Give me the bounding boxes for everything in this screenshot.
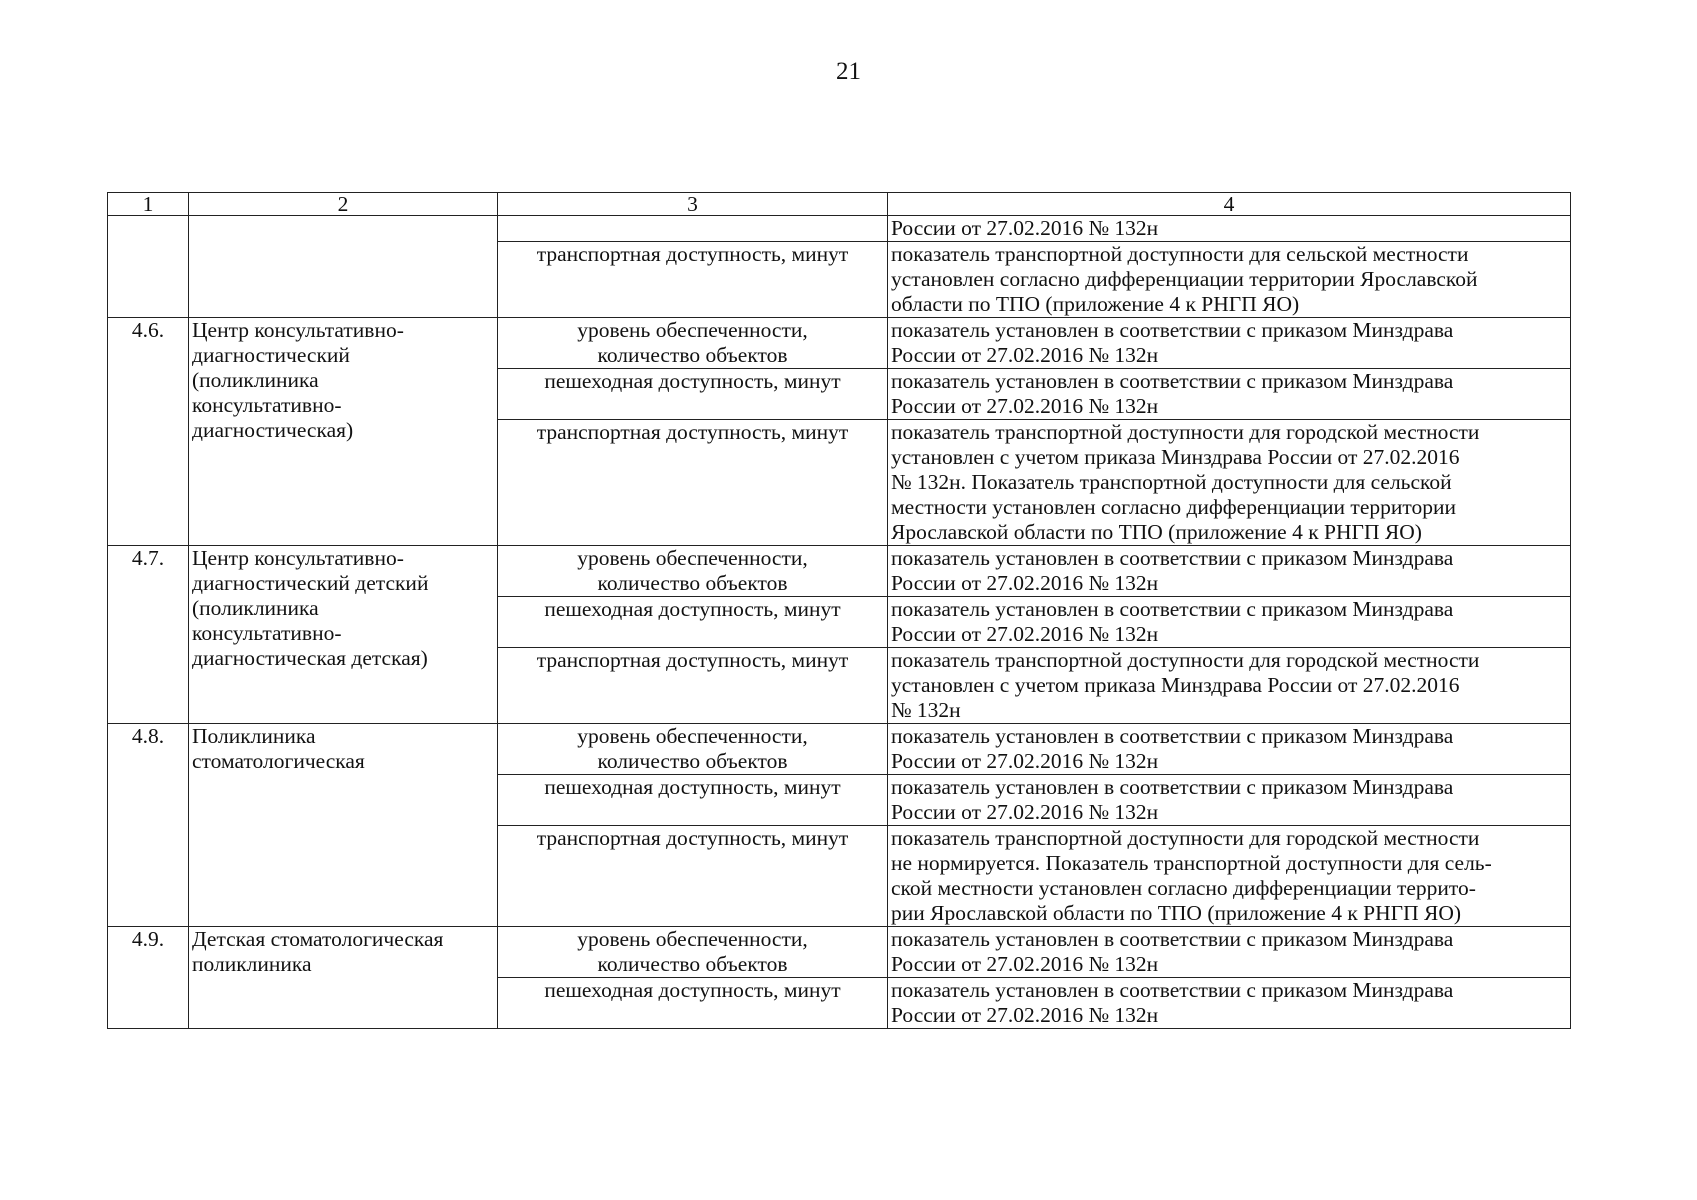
note-line: показатель транспортной доступности для городской местности xyxy=(891,826,1480,850)
object-name-cell xyxy=(189,927,498,1029)
note-line: России от 27.02.2016 № 132н xyxy=(891,1003,1159,1027)
note-line: показатель установлен в соответствии с приказом Минздрава xyxy=(891,546,1454,570)
table-row xyxy=(108,927,1571,978)
item-number-cell: 4.9. xyxy=(108,927,189,1029)
parameter-cell xyxy=(498,546,888,597)
parameter-cell xyxy=(498,724,888,775)
object-name-line: Детская стоматологическая xyxy=(192,927,444,951)
parameter-line: пешеходная доступность, минут xyxy=(544,597,841,621)
parameter-line: уровень обеспеченности, xyxy=(577,318,808,342)
note-line: России от 27.02.2016 № 132н xyxy=(891,800,1159,824)
note-line: показатель установлен в соответствии с приказом Минздрава xyxy=(891,597,1454,621)
header-cell: 4 xyxy=(888,193,1571,216)
item-number-cell: 4.8. xyxy=(108,724,189,927)
item-number-cell: 4.6. xyxy=(108,318,189,546)
note-cell xyxy=(888,597,1571,648)
parameter-cell xyxy=(498,775,888,826)
note-line: России от 27.02.2016 № 132н xyxy=(891,216,1159,240)
header-cell: 1 xyxy=(108,193,189,216)
parameter-cell xyxy=(498,369,888,420)
note-cell xyxy=(888,724,1571,775)
object-name-cell xyxy=(189,318,498,546)
parameter-line: количество объектов xyxy=(597,952,788,976)
header-cell: 3 xyxy=(498,193,888,216)
note-line: Ярославской области по ТПО (приложение 4 к РНГП ЯО) xyxy=(891,520,1422,544)
parameter-cell xyxy=(498,216,888,242)
note-cell xyxy=(888,546,1571,597)
object-name-cell xyxy=(189,546,498,724)
parameter-cell xyxy=(498,927,888,978)
object-name-line: (поликлиника xyxy=(192,596,319,620)
note-line: показатель установлен в соответствии с приказом Минздрава xyxy=(891,927,1454,951)
parameter-cell xyxy=(498,420,888,546)
note-cell xyxy=(888,369,1571,420)
parameter-line: пешеходная доступность, минут xyxy=(544,775,841,799)
parameter-line: транспортная доступность, минут xyxy=(536,420,849,444)
parameter-line: пешеходная доступность, минут xyxy=(544,978,841,1002)
note-line: установлен с учетом приказа Минздрава России от 27.02.2016 xyxy=(891,445,1460,469)
object-name-line: стоматологическая xyxy=(192,749,365,773)
note-line: показатель транспортной доступности для городской местности xyxy=(891,648,1480,672)
item-number-cell: 4.7. xyxy=(108,546,189,724)
object-name-line: (поликлиника xyxy=(192,368,319,392)
note-line: ской местности установлен согласно дифференциации террито- xyxy=(891,876,1476,900)
requirements-table xyxy=(107,192,1571,1029)
header-cell: 2 xyxy=(189,193,498,216)
parameter-line: уровень обеспеченности, xyxy=(577,724,808,748)
note-line: показатель транспортной доступности для городской местности xyxy=(891,420,1480,444)
item-number-cell xyxy=(108,216,189,318)
note-cell xyxy=(888,648,1571,724)
note-line: установлен согласно дифференциации территории Ярославской xyxy=(891,267,1478,291)
table-body xyxy=(108,193,1571,1029)
parameter-line: транспортная доступность, минут xyxy=(536,826,849,850)
parameter-cell xyxy=(498,648,888,724)
note-line: показатель транспортной доступности для сельской местности xyxy=(891,242,1469,266)
parameter-line: уровень обеспеченности, xyxy=(577,546,808,570)
parameter-line: транспортная доступность, минут xyxy=(536,242,849,266)
note-line: России от 27.02.2016 № 132н xyxy=(891,749,1159,773)
header-row xyxy=(108,193,1571,216)
note-line: местности установлен согласно дифференциации территории xyxy=(891,495,1457,519)
note-line: установлен с учетом приказа Минздрава России от 27.02.2016 xyxy=(891,673,1460,697)
table-row xyxy=(108,216,1571,242)
parameter-line: пешеходная доступность, минут xyxy=(544,369,841,393)
object-name-line: консультативно- xyxy=(192,393,342,417)
note-cell xyxy=(888,775,1571,826)
parameter-line: количество объектов xyxy=(597,571,788,595)
parameter-line: количество объектов xyxy=(597,343,788,367)
note-line: показатель установлен в соответствии с приказом Минздрава xyxy=(891,724,1454,748)
note-cell xyxy=(888,927,1571,978)
table-row xyxy=(108,724,1571,775)
parameter-cell xyxy=(498,826,888,927)
page-number: 21 xyxy=(836,58,861,85)
table-row xyxy=(108,318,1571,369)
note-line: России от 27.02.2016 № 132н xyxy=(891,343,1159,367)
object-name-line: диагностическая детская) xyxy=(192,646,428,670)
object-name-cell xyxy=(189,724,498,927)
note-line: России от 27.02.2016 № 132н xyxy=(891,394,1159,418)
note-line: показатель установлен в соответствии с приказом Минздрава xyxy=(891,369,1454,393)
note-line: показатель установлен в соответствии с приказом Минздрава xyxy=(891,318,1454,342)
note-line: России от 27.02.2016 № 132н xyxy=(891,952,1159,976)
object-name-line: диагностический xyxy=(192,343,350,367)
note-cell xyxy=(888,420,1571,546)
parameter-cell xyxy=(498,318,888,369)
parameter-cell xyxy=(498,978,888,1029)
parameter-cell xyxy=(498,242,888,318)
note-line: области по ТПО (приложение 4 к РНГП ЯО) xyxy=(891,292,1300,316)
note-line: № 132н. Показатель транспортной доступности для сельской xyxy=(891,470,1452,494)
parameter-line: уровень обеспеченности, xyxy=(577,927,808,951)
object-name-line: поликлиника xyxy=(192,952,312,976)
note-cell xyxy=(888,318,1571,369)
object-name-line: консультативно- xyxy=(192,621,342,645)
note-line: № 132н xyxy=(891,698,961,722)
note-line: не нормируется. Показатель транспортной доступности для сель- xyxy=(891,851,1492,875)
object-name-line: Центр консультативно- xyxy=(192,318,404,342)
object-name-line: Центр консультативно- xyxy=(192,546,404,570)
note-line: показатель установлен в соответствии с приказом Минздрава xyxy=(891,978,1454,1002)
note-line: рии Ярославской области по ТПО (приложение 4 к РНГП ЯО) xyxy=(891,901,1462,925)
note-cell xyxy=(888,216,1571,242)
parameter-cell xyxy=(498,597,888,648)
object-name-line: диагностический детский xyxy=(192,571,429,595)
note-line: показатель установлен в соответствии с приказом Минздрава xyxy=(891,775,1454,799)
parameter-line: количество объектов xyxy=(597,749,788,773)
object-name-line: Поликлиника xyxy=(192,724,316,748)
note-line: России от 27.02.2016 № 132н xyxy=(891,571,1159,595)
note-cell xyxy=(888,978,1571,1029)
note-cell xyxy=(888,826,1571,927)
parameter-line: транспортная доступность, минут xyxy=(536,648,849,672)
table-row xyxy=(108,546,1571,597)
note-cell xyxy=(888,242,1571,318)
object-name-line: диагностическая) xyxy=(192,418,354,442)
note-line: России от 27.02.2016 № 132н xyxy=(891,622,1159,646)
object-name-cell xyxy=(189,216,498,318)
